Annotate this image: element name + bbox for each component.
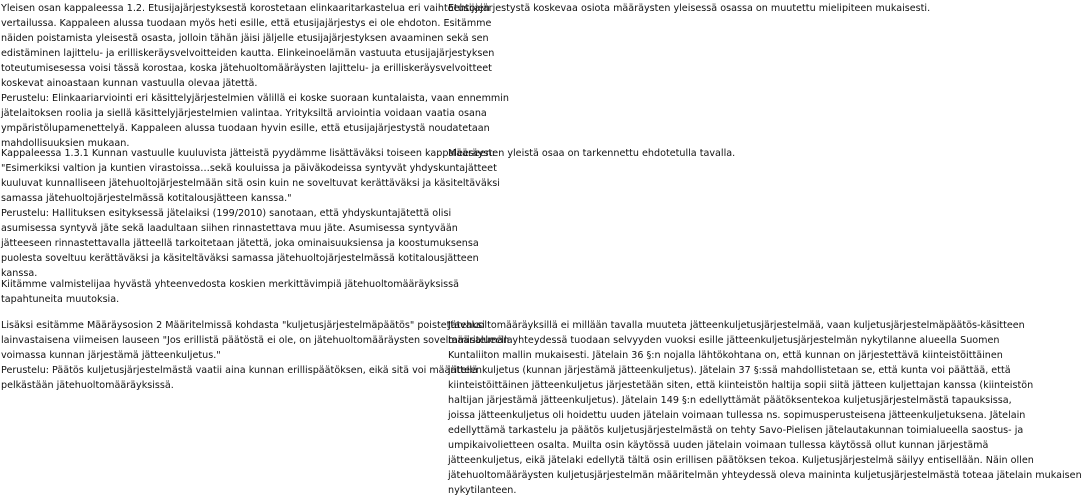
comment-line: Perustelu: Elinkaariarviointi eri käsittelyjärjestelmien välillä ei koske suoraan kuntalaista, vaan ennemmin: [1, 93, 510, 104]
response-line: jätehuoltomääräysten kuljetusjärjestelmän määritelmän yhteydessä oleva maininta kuljetusjärjestelmästä toteaa jätelain mukaisen: [448, 470, 1082, 481]
response-line: umpikaivolietteen osalta. Muilta osin käytössä uuden jätelain voimaan tullessa käytössä ollut kunnan järjestämä: [448, 440, 989, 451]
comment-line: Lisäksi esitämme Määräysosion 2 Määritelmissä kohdasta "kuljetusjärjestelmäpäätös" poistettavaksi: [1, 320, 485, 331]
comment-line: tapahtuneita muutoksia.: [1, 294, 120, 305]
response-cell-1: [448, 1, 958, 16]
comment-line: kuuluvat kunnalliseen jätehuoltojärjestelmään sitä osin kuin ne soveltuvat kerättäväksi ja käsiteltäväksi: [1, 178, 500, 189]
response-line: määritelmän yhteydessä tuodaan selvyyden vuoksi esille jätteenkuljetusjärjestelmän nykytilanne alueella Suomen: [448, 335, 1000, 346]
comment-line: ympäristölupamenettelyä. Kappaleen alussa tuodaan hyvin esille, että etusijajärjestystä noudatetaan: [1, 123, 490, 134]
response-line: jätteenkuljetus, eikä jätelaki edellytä tältä osin erillisen päätöksen tekoa. Kuljetusjärjestelmä säilyy entisellään. Näin ollen: [448, 455, 1034, 466]
comment-line: vertailussa. Kappaleen alussa tuodaan myös heti esille, että etusijajärjestys ei ole ehdoton. Esitämme: [1, 18, 492, 29]
comment-line: "Esimerkiksi valtion ja kuntien virastoissa…sekä kouluissa ja päiväkodeissa syntyvät yhdyskuntajätteet: [1, 163, 497, 174]
comment-line: asumisessa syntyvä jäte sekä laadultaan siihen rinnastettava muu jäte. Asumisessa syntyvään: [1, 223, 458, 234]
response-line: Etusijajärjestystä koskevaa osiota määräysten yleisessä osassa on muutettu mielipiteen mukaisesti.: [448, 3, 931, 14]
response-line: Määräysten yleistä osaa on tarkennettu ehdotetulla tavalla.: [448, 148, 736, 159]
comment-line: edistäminen lajittelu- ja erilliskeräysvelvoitteiden kautta. Elinkeinoelämän vastuuta etusijajärjestyksen: [1, 48, 495, 59]
comment-line: Kappaleessa 1.3.1 Kunnan vastuulle kuuluvista jätteistä pyydämme lisättäväksi toiseen kappaleeseen:: [1, 148, 495, 159]
comment-line: toteutumisesessa voisi tässä korostaa, koska jätehuoltomääräysten lajittelu- ja erilliskeräysvelvoitteet: [1, 63, 492, 74]
comment-cell-4: [1, 318, 513, 393]
response-line: Kuntaliiton mallin mukaisesti. Jätelain 36 §:n nojalla lähtökohtana on, että kunnan on järjestettävä kiinteistöittäinen: [448, 350, 1003, 361]
comment-line: Perustelu: Hallituksen esityksessä jätelaiksi (199/2010) sanotaan, että yhdyskuntajätettä olisi: [1, 208, 452, 219]
comment-line: näiden poistamista yleisestä osasta, jolloin tähän jäisi jäljelle etusijajärjestyksen avaaminen sekä sen: [1, 33, 489, 44]
comment-line: kanssa.: [1, 268, 38, 279]
response-line: joissa jätteenkuljetus oli hoidettu uuden jätelain voimaan tullessa ns. sopimusperusteisena jätteenkuljetuksena. Jätelain: [448, 410, 1026, 421]
comment-line: Perustelu: Päätös kuljetusjärjestelmästä vaatii aina kunnan erillispäätöksen, eikä sitä voi määritellä: [1, 365, 478, 376]
response-line: edellyttämä tarkastelu ja päätös kuljetusjärjestelmästä on tehty Savo-Pielisen jätelautakunnan toimialueella saostus- ja: [448, 425, 1024, 436]
comment-line: Kiitämme valmistelijaa hyvästä yhteenvedosta koskien merkittävimpiä jätehuoltomääräyksissä: [1, 279, 459, 290]
comment-line: pelkästään jätehuoltomääräyksissä.: [1, 380, 174, 391]
response-line: nykytilanteen.: [448, 485, 517, 496]
comment-line: voimassa kunnan järjestämä jätteenkuljetus.": [1, 350, 221, 361]
comment-line: mahdollisuuksien mukaan.: [1, 138, 130, 149]
comment-line: koskevat ainoastaan kunnan vastuulla olevaa jätettä.: [1, 78, 258, 89]
comment-line: samassa jätehuoltojärjestelmässä kotitalousjätteen kanssa.": [1, 193, 292, 204]
comment-line: jätelaitoksen roolia ja siellä käsittelyjärjestelmien valintaa. Yrityksiltä arviointia voidaan vaatia osana: [1, 108, 487, 119]
comment-line: Yleisen osan kappaleessa 1.2. Etusijajärjestyksestä korostetaan elinkaaritarkastelua eri vaihtoehtojen: [1, 3, 490, 14]
comment-line: puolesta soveltuu kerättäväksi ja käsiteltäväksi samassa jätehuoltojärjestelmässä kotitalousjätteen: [1, 253, 479, 264]
response-cell-2: [448, 146, 958, 161]
comment-cell-3: [1, 277, 459, 307]
response-line: jätteenkuljetus (kunnan järjestämä jätteenkuljetus). Jätelain 37 §:ssä mahdollistetaan se, että kunta voi päättää, että: [448, 365, 1011, 376]
response-line: haltijan järjestämä jätteenkuljetus). Jätelain 149 §:n edellyttämät päätöksentekoa kuljetusjärjestelmästä tapauksissa,: [448, 395, 1012, 406]
response-cell-4: [448, 318, 1082, 498]
comment-cell-2: [1, 146, 500, 281]
comment-cell-1: [1, 1, 510, 151]
response-line: Jätehuoltomääräyksillä ei millään tavalla muuteta jätteenkuljetusjärjestelmää, vaan kuljetusjärjestelmäpäätös-käsitteen: [448, 320, 1025, 331]
comment-line: lainvastaisena viimeisen lauseen "Jos erillistä päätöstä ei ole, on jätehuoltomääräysten soveltamisalueella: [1, 335, 513, 346]
response-line: kiinteistöittäinen jätteenkuljetus järjestetään siten, että kiinteistön haltija sopii siitä jätteen kuljettajan kanssa (kiinteistön: [448, 380, 1034, 391]
comment-line: jätteeseen rinnastettavalla jätteellä tarkoitetaan jätettä, joka ominaisuuksiensa ja koostumuksensa: [1, 238, 479, 249]
